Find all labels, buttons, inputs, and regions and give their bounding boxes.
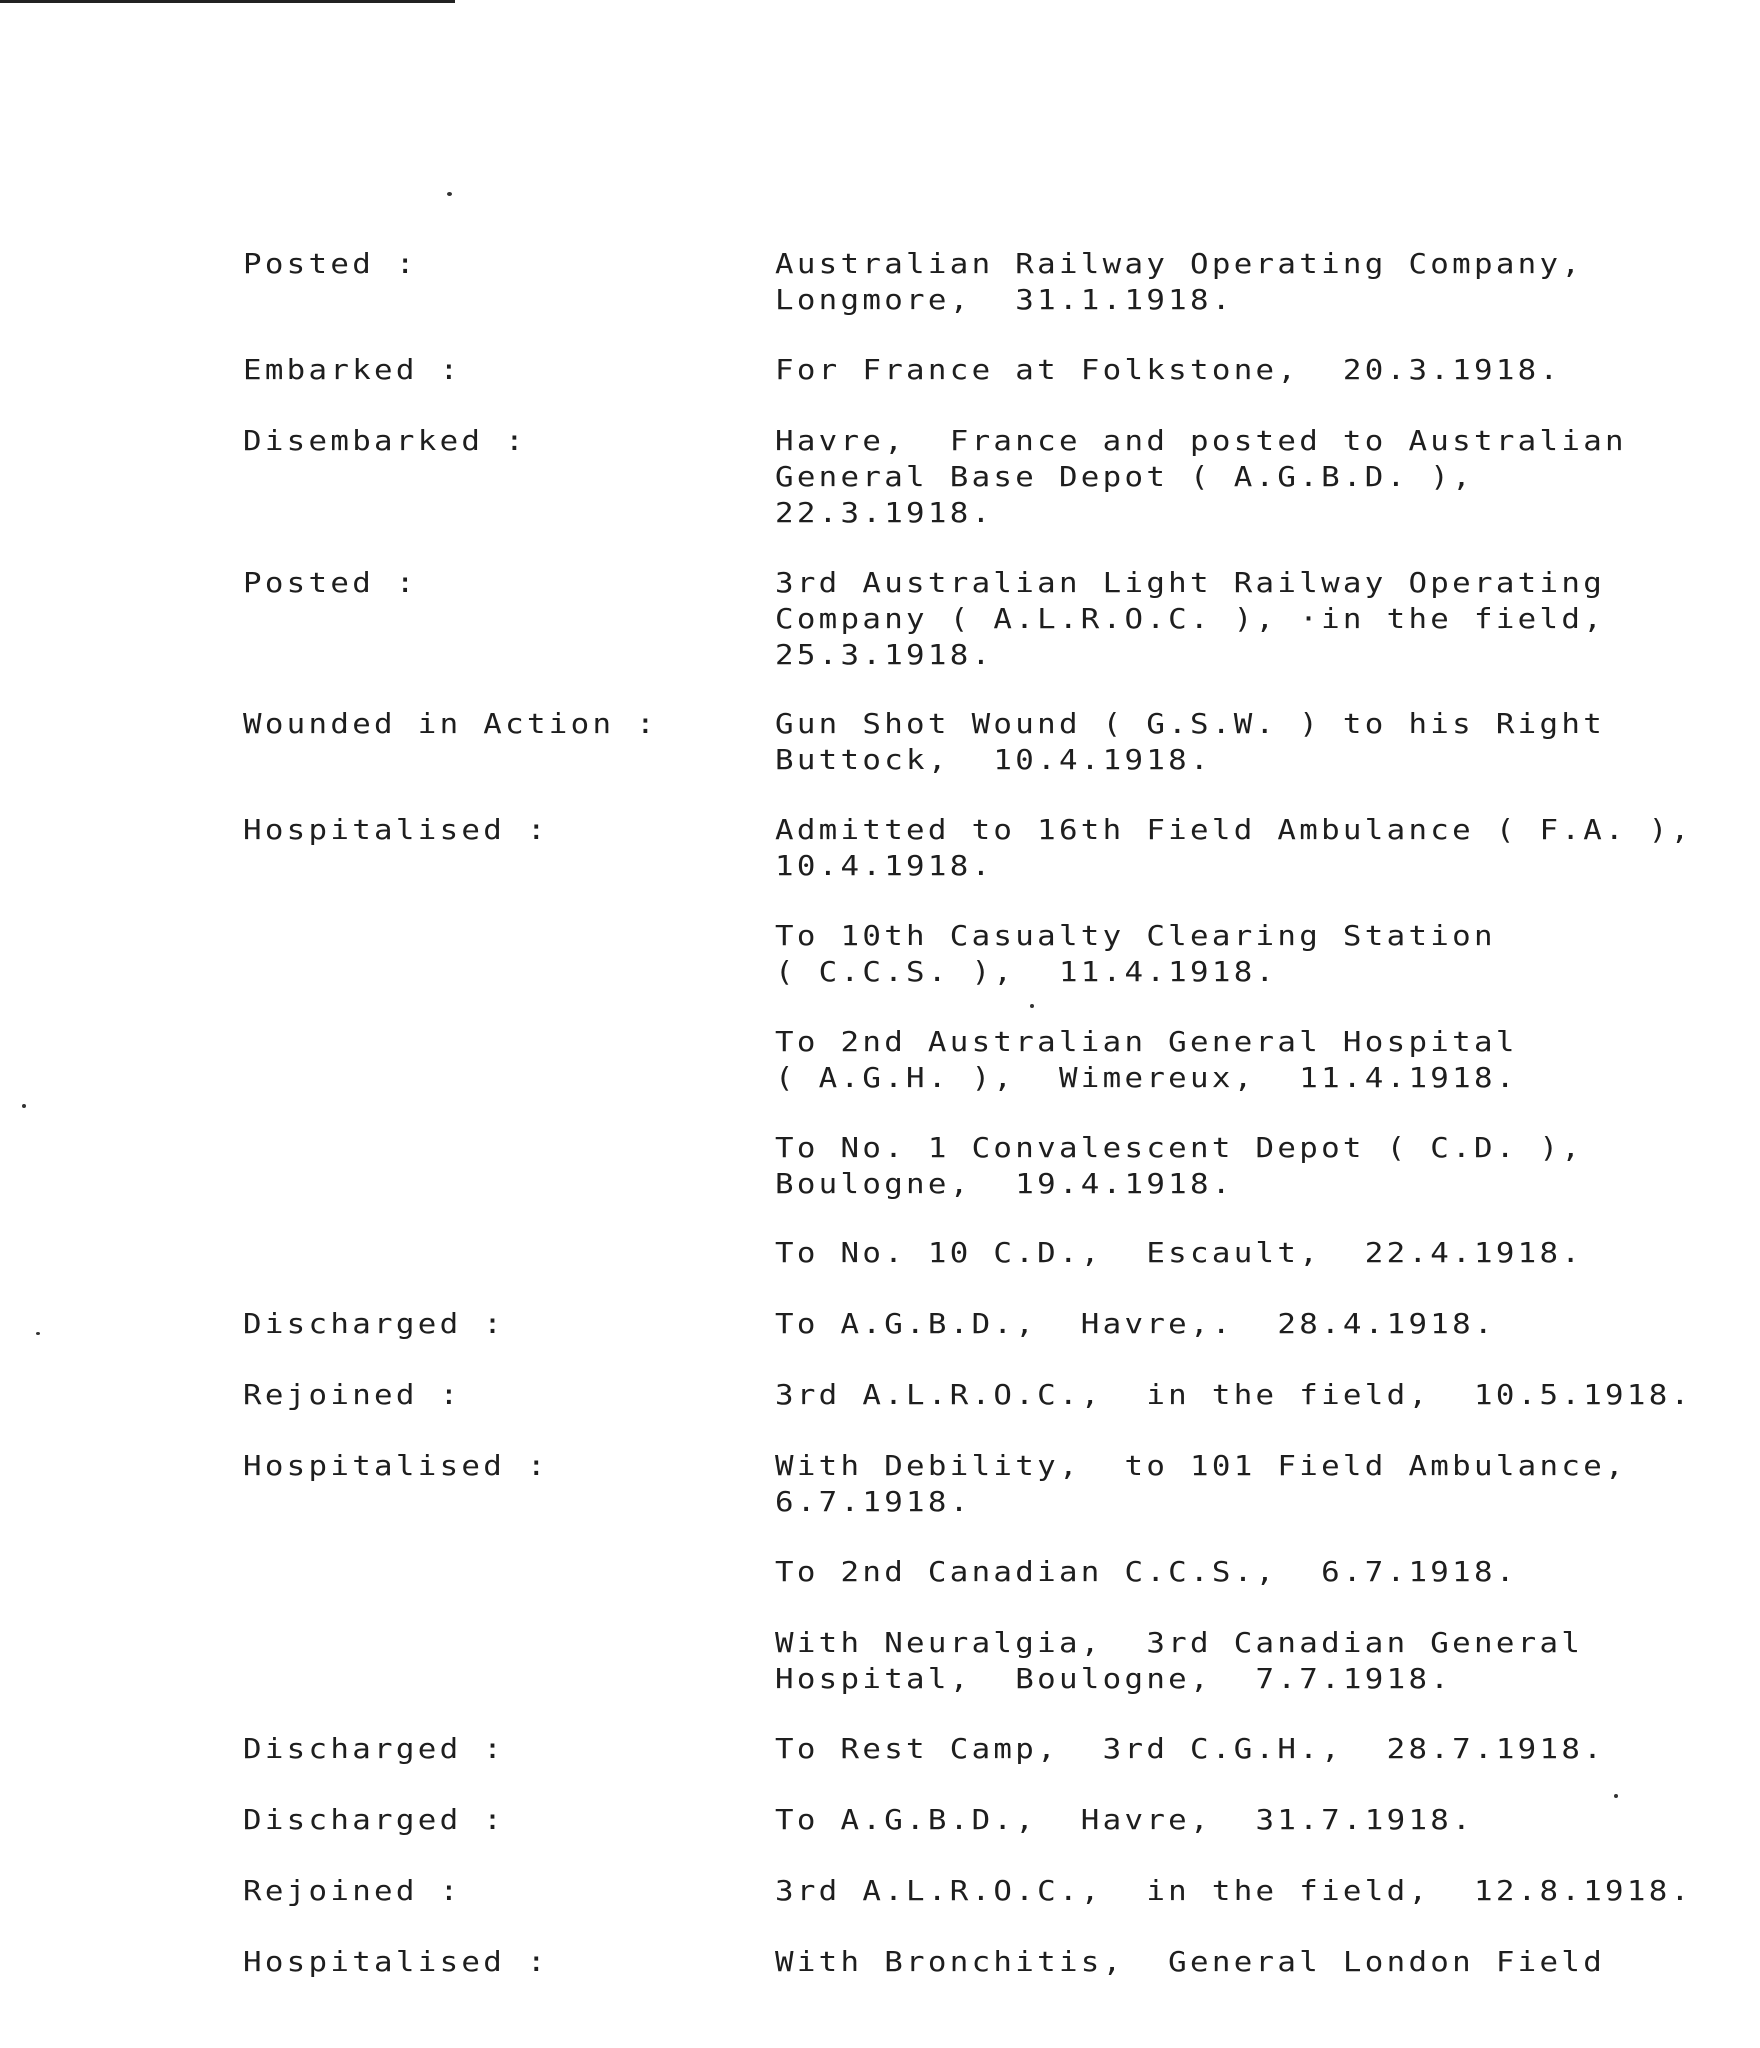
entry-line: To 2nd Australian General Hospital (775, 1025, 1518, 1058)
entry-line: 3rd A.L.R.O.C., in the field, 10.5.1918. (775, 1378, 1693, 1411)
entry-line: To Rest Camp, 3rd C.G.H., 28.7.1918. (775, 1732, 1606, 1765)
entry-line: Hospital, Boulogne, 7.7.1918. (775, 1662, 1453, 1695)
entry-text (775, 1944, 1606, 1980)
entry-text (775, 423, 1627, 531)
entry-label: Rejoined : (243, 1874, 462, 1907)
entry-line: 22.3.1918. (775, 496, 994, 529)
entry-text (775, 1625, 1584, 1697)
entry-label: Posted : (243, 247, 418, 280)
entry-line: 25.3.1918. (775, 638, 994, 671)
speck (447, 192, 452, 196)
entry-line: 6.7.1918. (775, 1485, 972, 1518)
top-rule (0, 0, 455, 3)
entry-line: 3rd A.L.R.O.C., in the field, 12.8.1918. (775, 1874, 1693, 1907)
entry-line: Australian Railway Operating Company, (775, 247, 1584, 280)
entry-line: ( C.C.S. ), 11.4.1918. (775, 955, 1278, 988)
entry-label: Discharged : (243, 1803, 506, 1836)
entry-line: General Base Depot ( A.G.B.D. ), (775, 460, 1474, 493)
entry-text (775, 246, 1584, 318)
entry-line: Company ( A.L.R.O.C. ), ·in the field, (775, 602, 1606, 635)
entry-line: Havre, France and posted to Australian (775, 424, 1627, 457)
entry-label: Embarked : (243, 353, 462, 386)
entry-label: Hospitalised : (243, 1449, 549, 1482)
speck (36, 1332, 40, 1335)
entry-label: Discharged : (243, 1732, 506, 1765)
entry-text (775, 565, 1606, 673)
entry-line: To A.G.B.D., Havre,. 28.4.1918. (775, 1307, 1496, 1340)
entry-text (775, 1235, 1584, 1271)
entry-line: 3rd Australian Light Railway Operating (775, 566, 1606, 599)
entry-label: Disembarked : (243, 424, 527, 457)
entry-line: Buttock, 10.4.1918. (775, 743, 1212, 776)
entry-text (775, 1731, 1606, 1767)
entry-line: With Neuralgia, 3rd Canadian General (775, 1626, 1584, 1659)
entry-text (775, 1377, 1693, 1413)
entry-text (775, 1130, 1584, 1202)
entry-line: To A.G.B.D., Havre, 31.7.1918. (775, 1803, 1474, 1836)
entry-text (775, 1024, 1518, 1096)
entry-line: For France at Folkstone, 20.3.1918. (775, 353, 1562, 386)
entry-text (775, 1306, 1496, 1342)
entry-line: Longmore, 31.1.1918. (775, 283, 1234, 316)
entry-line: To No. 1 Convalescent Depot ( C.D. ), (775, 1131, 1584, 1164)
entry-text (775, 1448, 1627, 1520)
entry-line: 10.4.1918. (775, 849, 994, 882)
speck (1030, 1004, 1034, 1008)
entry-label: Wounded in Action : (243, 707, 659, 740)
entry-text (775, 1873, 1693, 1909)
entry-line: With Bronchitis, General London Field (775, 1945, 1606, 1978)
entry-line: To 10th Casualty Clearing Station (775, 919, 1496, 952)
entry-text (775, 1802, 1474, 1838)
entry-line: Gun Shot Wound ( G.S.W. ) to his Right (775, 707, 1606, 740)
entry-line: ( A.G.H. ), Wimereux, 11.4.1918. (775, 1061, 1518, 1094)
entry-label: Hospitalised : (243, 813, 549, 846)
entry-line: To No. 10 C.D., Escault, 22.4.1918. (775, 1236, 1584, 1269)
entry-text (775, 1554, 1518, 1590)
entry-line: With Debility, to 101 Field Ambulance, (775, 1449, 1627, 1482)
speck (1614, 1794, 1618, 1798)
entry-text (775, 812, 1693, 884)
speck (22, 1104, 26, 1108)
entry-line: Admitted to 16th Field Ambulance ( F.A. ), (775, 813, 1693, 846)
entry-line: To 2nd Canadian C.C.S., 6.7.1918. (775, 1555, 1518, 1588)
entry-label: Hospitalised : (243, 1945, 549, 1978)
entry-label: Rejoined : (243, 1378, 462, 1411)
entry-label: Posted : (243, 566, 418, 599)
entry-text (775, 918, 1496, 990)
entry-label: Discharged : (243, 1307, 506, 1340)
entry-line: Boulogne, 19.4.1918. (775, 1167, 1234, 1200)
entry-text (775, 352, 1562, 388)
entry-text (775, 706, 1606, 778)
